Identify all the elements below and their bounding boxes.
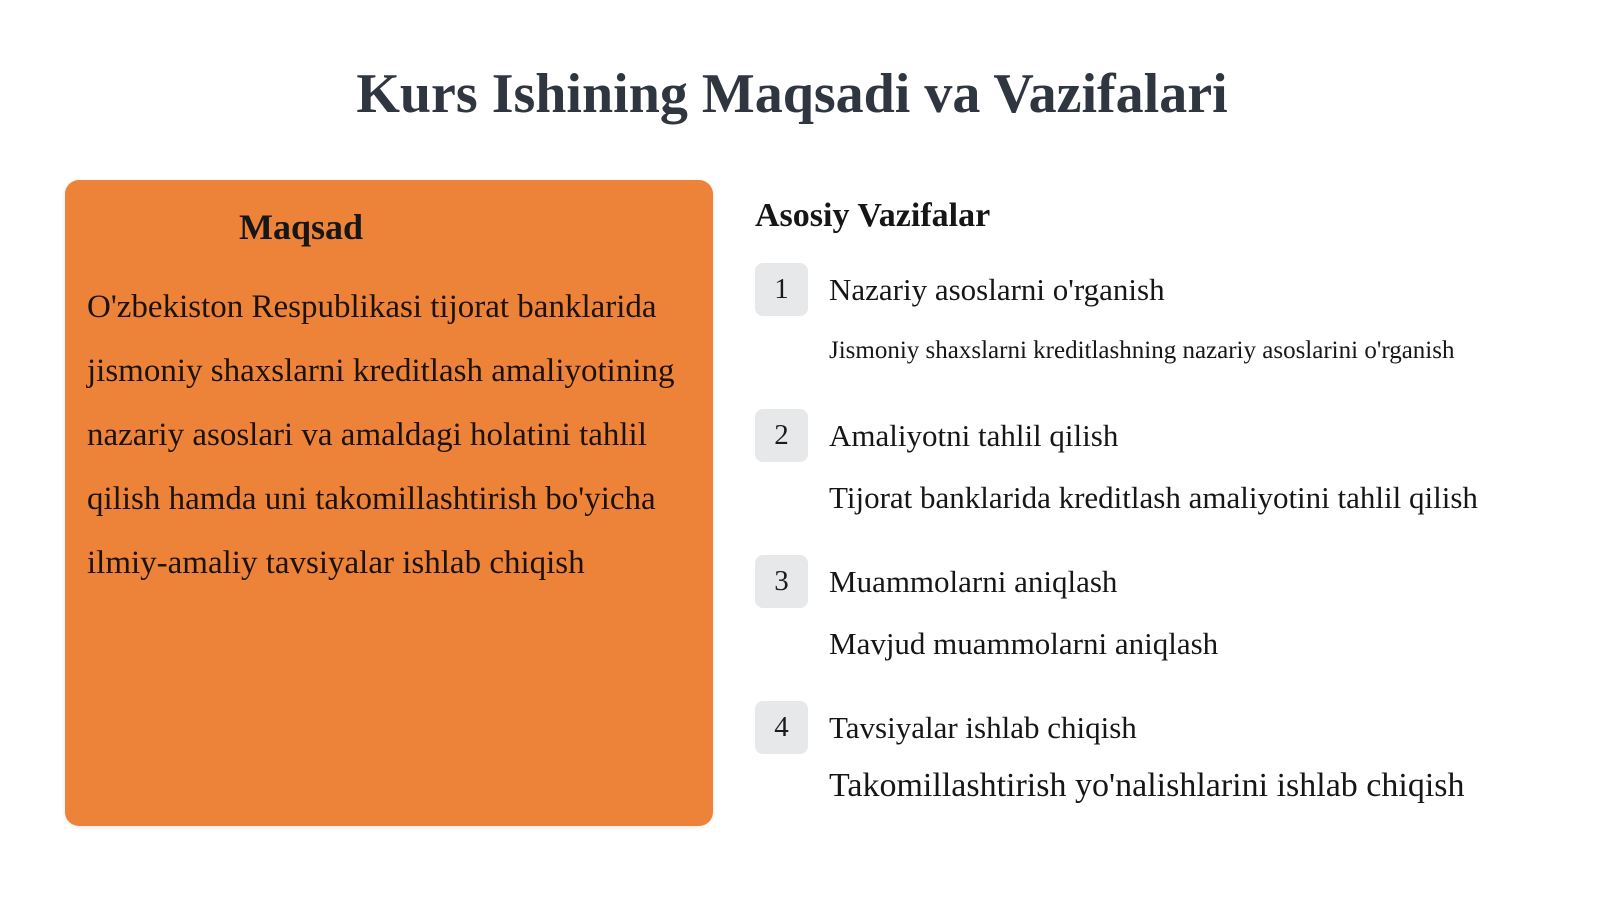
task-number-badge: 3	[755, 555, 808, 608]
task-description: Mavjud muammolarni aniqlash	[829, 626, 1219, 661]
task-title: Tavsiyalar ishlab chiqish	[829, 710, 1137, 745]
task-number-badge: 4	[755, 701, 808, 754]
goal-card	[65, 180, 713, 826]
task-title: Amaliyotni tahlil qilish	[829, 418, 1119, 453]
task-title: Muammolarni aniqlash	[829, 564, 1118, 599]
task-description: Jismoniy shaxslarni kreditlashning nazariy asoslarini o'rganish	[829, 337, 1455, 364]
goal-heading: Maqsad	[238, 207, 364, 247]
goal-text: O'zbekiston Respublikasi tijorat banklarida jismoniy shaxslarni kreditlash amaliyotining nazariy asoslari va amaldagi holatini tahlil qilish hamda uni takomillashtirish bo'yicha ilmiy-amaliy tavsiyalar ishlab chiqish	[87, 289, 675, 581]
task-description: Takomillashtirish yo'nalishlarini ishlab chiqish	[829, 767, 1465, 804]
tasks-heading: Asosiy Vazifalar	[755, 197, 991, 234]
task-number-badge: 2	[755, 409, 808, 462]
slide-title: Kurs Ishining Maqsadi va Vazifalari	[356, 63, 1228, 125]
task-description: Tijorat banklarida kreditlash amaliyotini tahlil qilish	[829, 480, 1478, 515]
task-number-badge: 1	[755, 263, 808, 316]
task-title: Nazariy asoslarni o'rganish	[829, 272, 1165, 307]
